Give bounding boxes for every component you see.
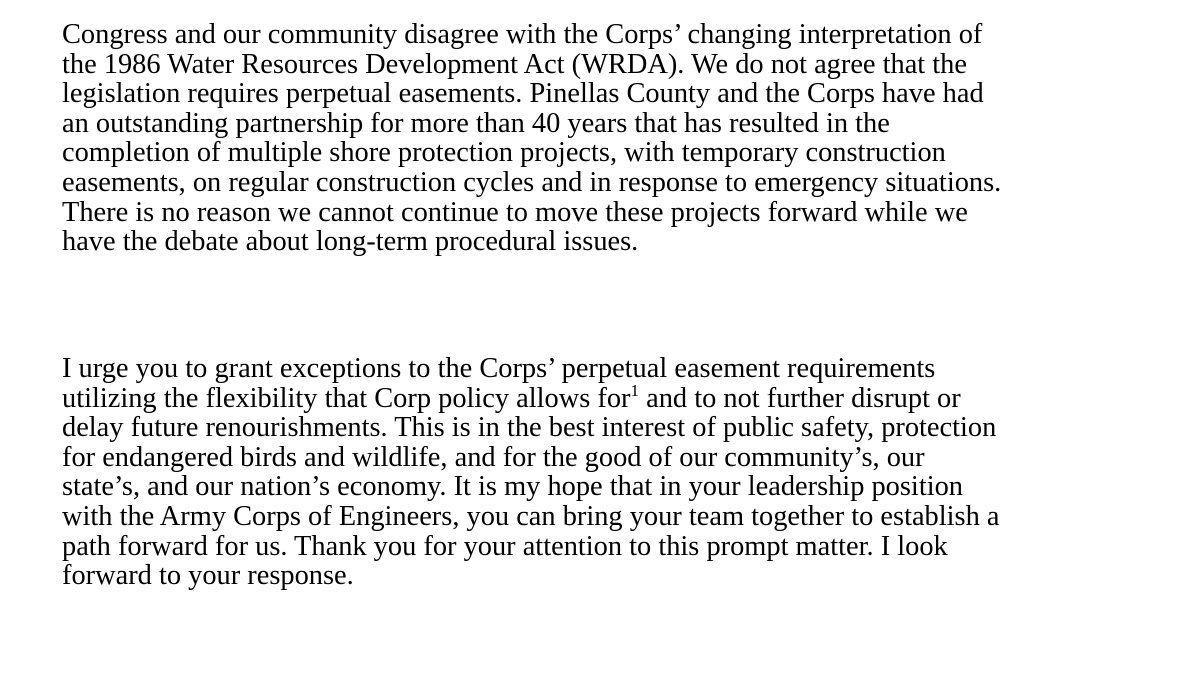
text-line: forward to your response. <box>62 560 354 592</box>
text-segment: and to not further disrupt or <box>639 382 961 414</box>
paragraph-wrda-easements <box>62 20 1001 257</box>
text-line: delay future renourishments. This is in the best interest of public safety, protection <box>62 412 997 444</box>
text-line: the 1986 Water Resources Development Act (WRDA). We do not agree that the <box>62 48 967 80</box>
text-line: completion of multiple shore protection projects, with temporary construction <box>62 137 946 169</box>
text-line-with-footnote <box>62 380 999 414</box>
text-line: I urge you to grant exceptions to the Corps’ perpetual easement requirements <box>62 353 936 384</box>
text-line: Congress and our community disagree with the Corps’ changing interpretation of <box>62 19 983 50</box>
text-line: path forward for us. Thank you for your attention to this prompt matter. I look <box>62 530 948 562</box>
paragraph-request-exceptions <box>62 354 999 591</box>
text-line: for endangered birds and wildlife, and for the good of our community’s, our <box>62 441 925 473</box>
text-line: There is no reason we cannot continue to move these projects forward while we <box>62 196 968 228</box>
text-segment: utilizing the flexibility that Corp policy allows for <box>62 382 631 414</box>
text-line: an outstanding partnership for more than 40 years that has resulted in the <box>62 107 890 139</box>
text-line: have the debate about long-term procedural issues. <box>62 226 639 258</box>
text-line: state’s, and our nation’s economy. It is my hope that in your leadership position <box>62 471 963 503</box>
text-line: with the Army Corps of Engineers, you can bring your team together to establish a <box>62 500 1000 532</box>
footnote-marker[interactable]: 1 <box>630 380 640 400</box>
text-line: easements, on regular construction cycles and in response to emergency situations. <box>62 166 1002 198</box>
text-line: legislation requires perpetual easements. Pinellas County and the Corps have had <box>62 78 984 110</box>
